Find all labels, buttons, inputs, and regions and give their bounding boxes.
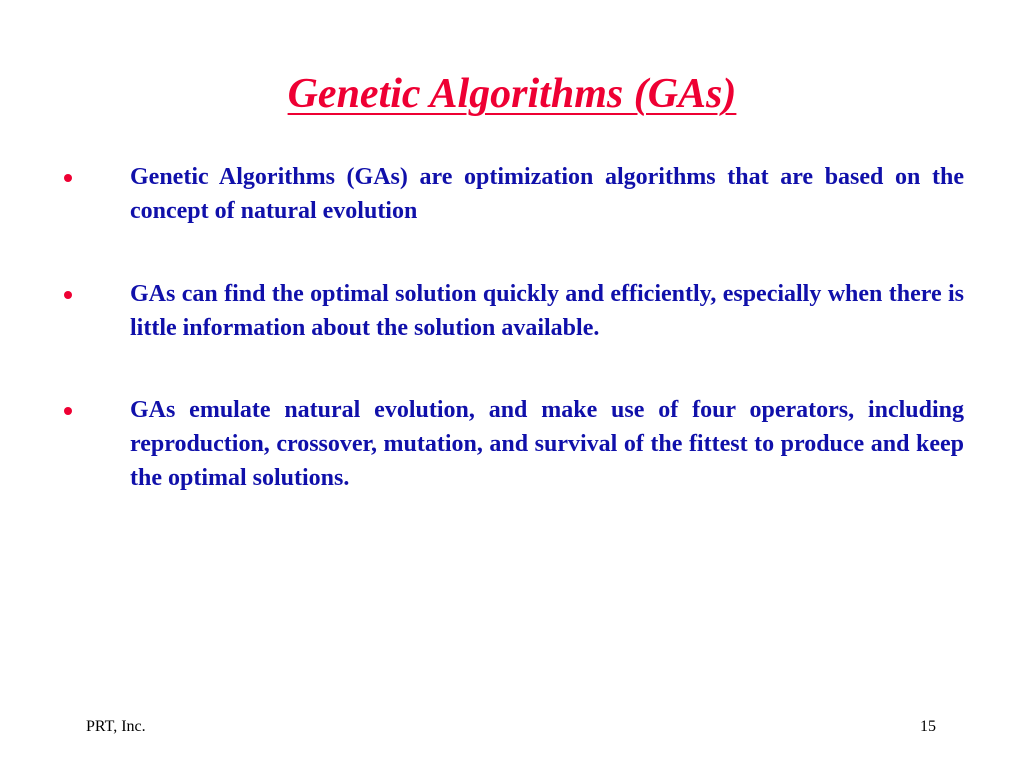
slide-title: Genetic Algorithms (GAs)	[287, 71, 737, 117]
footer-company: PRT, Inc.	[86, 718, 146, 735]
bullet-text: GAs emulate natural evolution, and make use of four operators, including reproduction, crossover, mutation, and survival of the fittest to produce and keep the optimal solutions.	[130, 397, 964, 491]
bullet-text: GAs can find the optimal solution quickly and efficiently, especially when there is little information about the solution available.	[130, 281, 964, 341]
bullet-dot-icon	[64, 407, 72, 415]
footer-page-number: 15	[920, 718, 936, 735]
bullet-text: Genetic Algorithms (GAs) are optimization algorithms that are based on the concept of natural evolution	[130, 164, 964, 224]
bullet-dot-icon	[64, 174, 72, 182]
bullet-dot-icon	[64, 291, 72, 299]
